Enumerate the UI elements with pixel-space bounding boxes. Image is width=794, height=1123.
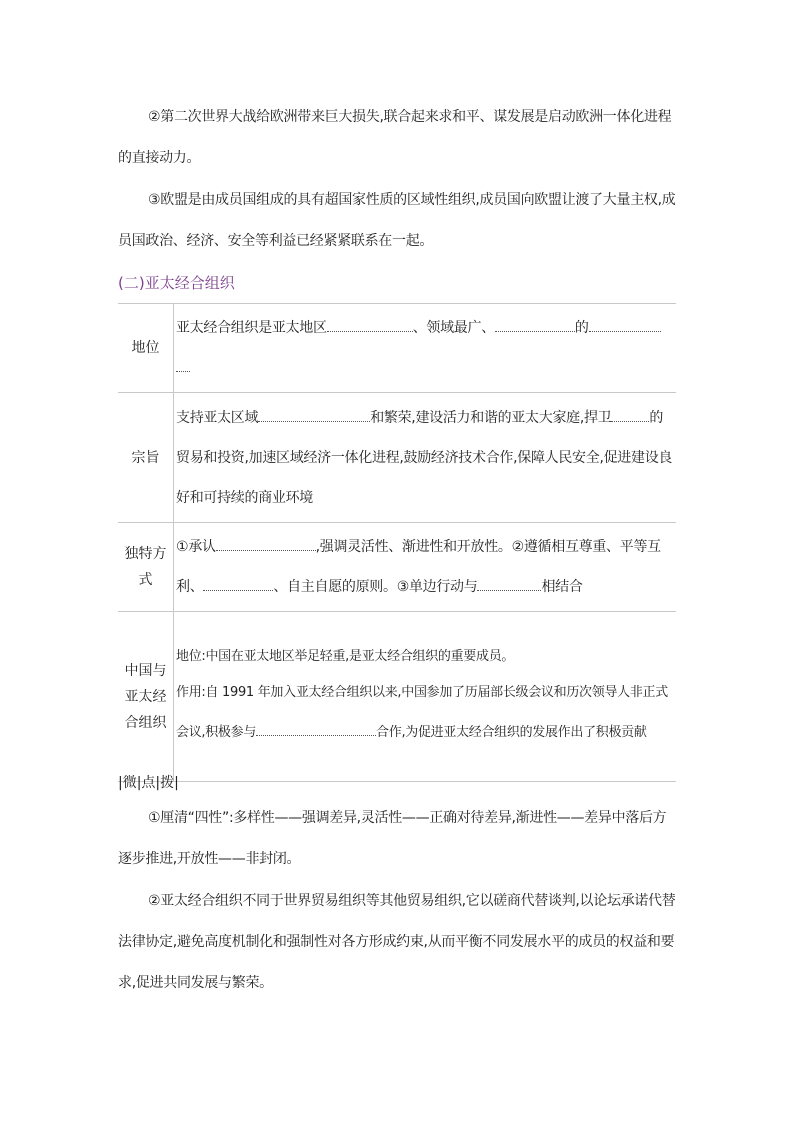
fill-blank bbox=[327, 317, 413, 332]
table-row bbox=[118, 612, 676, 782]
china-role: 作用:自 1991 年加入亚太经合组织以来,中国参加了历届部长级会议和历次领导人非正式会议,积极参与 合作,为促进亚太经合组织的发展作出了积极贡献 bbox=[176, 684, 668, 740]
fill-blank bbox=[258, 407, 370, 422]
section-heading: (二)亚太经合组织 bbox=[118, 274, 235, 292]
tip-paragraph-1: ①厘清“四性”:多样性——强调差异,灵活性——正确对待差异,渐进性——差异中落后方逐步推进,开放性——非封闭。 bbox=[118, 810, 667, 867]
intro-paragraph-2: ②第二次世界大战给欧洲带来巨大损失,联合起来求和平、谋发展是启动欧洲一体化进程的直接动力。 bbox=[118, 109, 672, 166]
fill-blank bbox=[176, 357, 190, 372]
row-content: ①承认 ,强调灵活性、渐进性和开放性。②遵循相互尊重、平等互利、 、自主自愿的原则。③单边行动与 相结合 bbox=[174, 523, 677, 612]
row-content: 亚太经合组织是亚太地区 、领域最广、 的 bbox=[174, 304, 677, 393]
fill-blank bbox=[495, 317, 575, 332]
row-label: 宗旨 bbox=[118, 393, 174, 523]
fill-blank bbox=[203, 576, 273, 591]
row-label: 中国与亚太经合组织 bbox=[118, 612, 174, 782]
fill-blank bbox=[256, 721, 376, 736]
table-row bbox=[118, 523, 676, 612]
row-label: 独特方式 bbox=[118, 523, 174, 612]
fill-blank bbox=[611, 407, 649, 422]
row-label: 地位 bbox=[118, 304, 174, 393]
tip-paragraph-2: ②亚太经合组织不同于世界贸易组织等其他贸易组织,它以磋商代替谈判,以论坛承诺代替法律协定,避免高度机制化和强制性对各方形成约束,从而平衡不同发展水平的成员的权益和要求,促进共同发展与繁荣。 bbox=[118, 893, 676, 991]
apec-table bbox=[118, 303, 676, 782]
table-row bbox=[118, 393, 676, 523]
row-content: 支持亚太区域 和繁荣,建设活力和谐的亚太大家庭,捍卫 的贸易和投资,加速区域经济一体化进程,鼓励经济技术合作,保障人民安全,促进建设良好和可持续的商业环境 bbox=[174, 393, 677, 523]
fill-blank bbox=[589, 317, 661, 332]
fill-blank bbox=[477, 576, 541, 591]
table-row bbox=[118, 304, 676, 393]
tip-title: |微|点|拨| bbox=[118, 775, 179, 791]
fill-blank bbox=[216, 536, 316, 551]
intro-paragraph-3: ③欧盟是由成员国组成的具有超国家性质的区域性组织,成员国向欧盟让渡了大量主权,成员国政治、经济、安全等利益已经紧紧联系在一起。 bbox=[118, 192, 676, 249]
row-content bbox=[174, 612, 677, 782]
china-position: 地位:中国在亚太地区举足轻重,是亚太经合组织的重要成员。 bbox=[176, 648, 515, 664]
